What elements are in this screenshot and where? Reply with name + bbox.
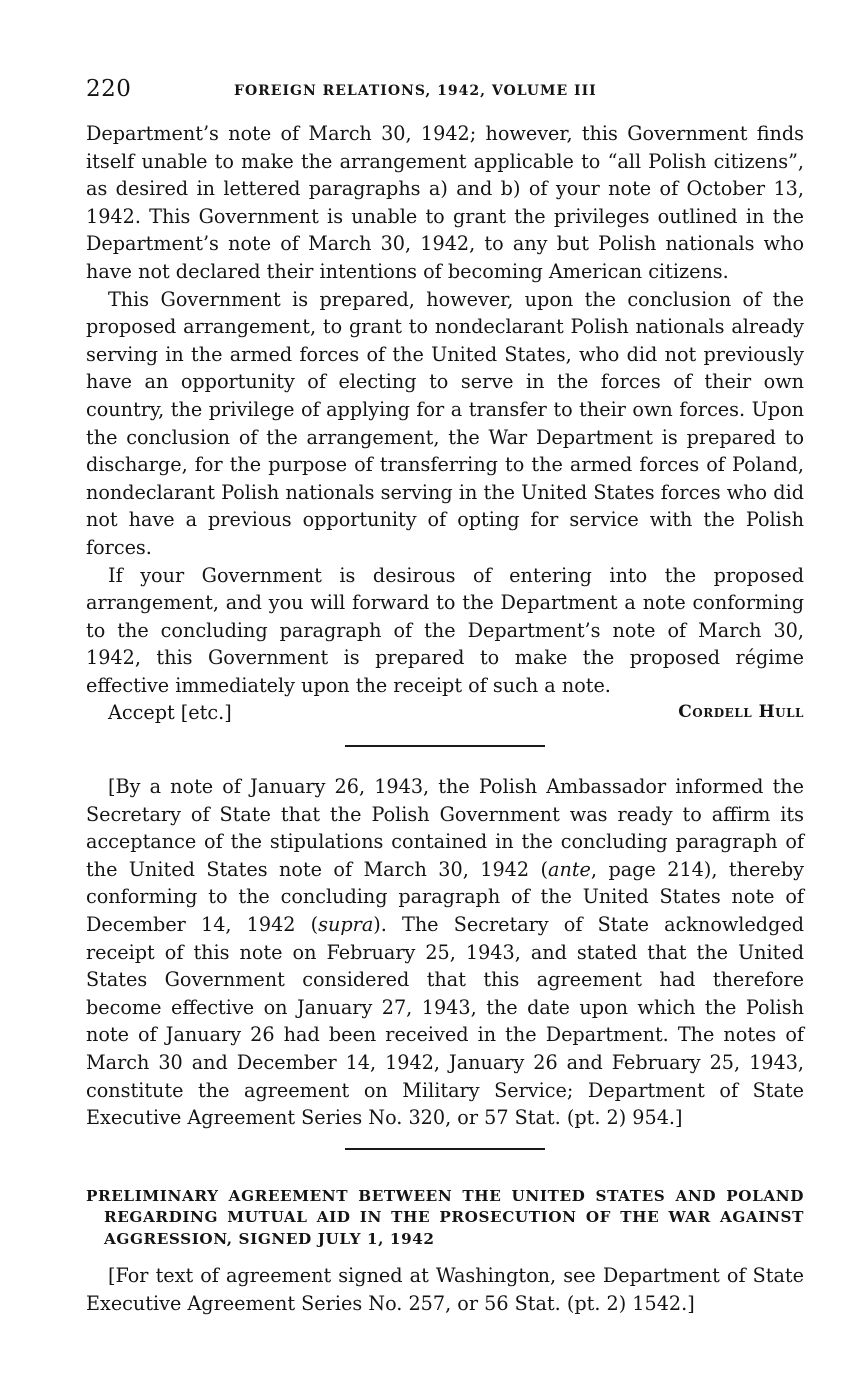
section-divider	[345, 1148, 545, 1150]
running-head	[86, 76, 804, 110]
page-number: 220	[86, 76, 132, 102]
editorial-note-part-3: ). The Secretary of State acknowledged receipt of this note on February 25, 1943, and stated that the United States Government considered that this agreement had therefore become effective on January 27, 1943, the date upon which the Polish note of January 26 had been received in the Department. The notes of March 30 and December 14, 1942, January 26 and February 25, 1943, constitute the agreement on Military Service; Department of State Executive Agreement Series No. 320, or 57 Stat. (pt. 2) 954.]	[86, 913, 804, 1130]
closing-text: Accept [etc.]	[108, 701, 232, 725]
editorial-note-part-2: , page 214), thereby conforming to the concluding paragraph of the United States note of December 14, 1942 (	[86, 857, 804, 937]
document-page	[86, 76, 804, 1317]
editorial-note-supra: supra	[318, 913, 374, 937]
section-heading: PRELIMINARY AGREEMENT BETWEEN THE UNITED STATES AND POLAND REGARDING MUTUAL AID IN THE PROSECUTION OF THE WAR AGAINST AGGRESSION, SIGNED JULY 1, 1942	[86, 1186, 804, 1248]
letter-paragraph-2: This Government is prepared, however, upon the conclusion of the proposed arrangement, to grant to nondeclarant Polish nationals already serving in the armed forces of the United States, who did not previously have an opportunity of electing to serve in the forces of their own country, the privilege of applying for a transfer to their own forces. Upon the conclusion of the arrangement, the War Department is prepared to discharge, for the purpose of transferring to the armed forces of Poland, nondeclarant Polish nationals serving in the United States forces who did not have a previous opportunity of opting for service with the Polish forces.	[86, 287, 804, 559]
letter-paragraph-3: If your Government is desirous of entering into the proposed arrangement, and you will forward to the Department a note conforming to the concluding paragraph of the Department’s note of March 30, 1942, this Government is prepared to make the proposed régime effective immediately upon the receipt of such a note.	[86, 563, 804, 697]
editorial-note	[86, 773, 804, 1132]
signature-line	[86, 699, 804, 727]
section-divider	[345, 745, 545, 747]
section-note: [For text of agreement signed at Washington, see Department of State Executive Agreement Series No. 257, or 56 Stat. (pt. 2) 1542.]	[86, 1264, 804, 1315]
signer-name: Cordell Hull	[678, 702, 804, 723]
letter-paragraph-1: Department’s note of March 30, 1942; however, this Government finds itself unable to make the arrangement applicable to “all Polish citizens”, as desired in lettered paragraphs a) and b) of your note of October 13, 1942. This Government is unable to grant the privileges outlined in the Department’s note of March 30, 1942, to any but Polish nationals who have not declared their intentions of becoming American citizens.	[86, 122, 804, 283]
editorial-note-part-1: [By a note of January 26, 1943, the Polish Ambassador informed the Secretary of State that the Polish Government was ready to affirm its acceptance of the stipulations contained in the concluding paragraph of the United States note of March 30, 1942 (	[86, 775, 804, 881]
editorial-note-ante: ante	[548, 857, 591, 881]
running-head-title: FOREIGN RELATIONS, 1942, VOLUME III	[234, 83, 597, 99]
